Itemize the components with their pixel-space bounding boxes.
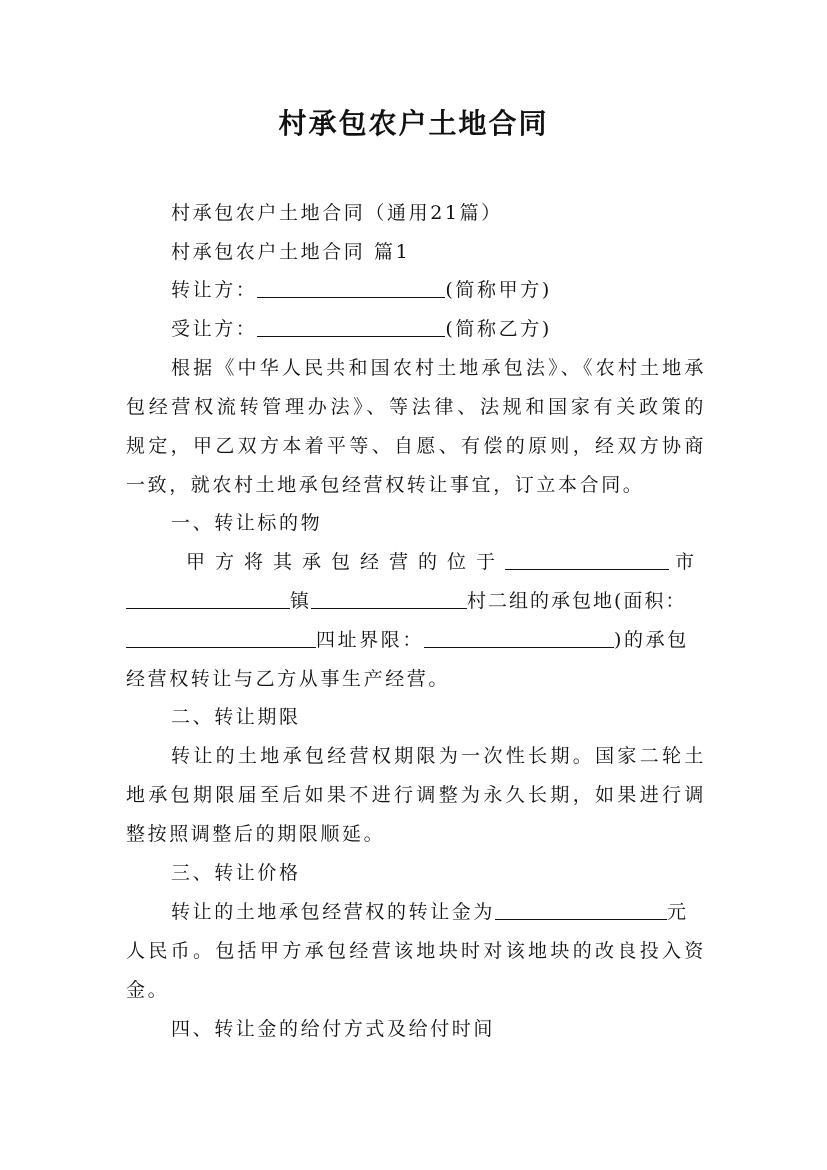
article-heading: 村承包农户土地合同 篇1 xyxy=(171,241,411,263)
section-3-line: 人民币。包括甲方承包经营该地块时对该地块的改良投入资 xyxy=(126,940,706,962)
transferor-line xyxy=(171,271,706,310)
section-1-line: 甲方将其承包经营的位于 市 xyxy=(186,543,706,582)
boundary-blank xyxy=(424,621,614,648)
section-2-line: 整按照调整后的期限顺延。 xyxy=(126,823,386,845)
intro-line: 包经营权流转管理办法》、等法律、法规和国家有关政策的 xyxy=(126,396,706,418)
section-1-line: 镇 村二组的承包地(面积： xyxy=(126,582,706,621)
transferee-label: 受让方： xyxy=(171,318,258,340)
document-title: 村承包农户土地合同 xyxy=(278,107,549,140)
subtitle: 村承包农户土地合同（通用21篇） xyxy=(171,202,503,224)
transferor-suffix: (简称甲方) xyxy=(445,279,552,301)
transferee-line xyxy=(171,310,706,349)
transferor-label: 转让方： xyxy=(171,279,258,301)
price-blank xyxy=(495,893,667,920)
section-2-line: 地承包期限届至后如果不进行调整为永久长期，如果进行调 xyxy=(126,784,706,806)
transferee-suffix: (简称乙方) xyxy=(445,318,552,340)
section-1-line: 四址界限： )的承包 xyxy=(126,621,706,660)
town-blank xyxy=(126,582,290,609)
section-3-line: 金。 xyxy=(126,979,170,1001)
area-blank xyxy=(126,621,316,648)
section-1-heading: 一、转让标的物 xyxy=(171,512,323,534)
intro-line: 规定，甲乙双方本着平等、自愿、有偿的原则，经双方协商 xyxy=(126,435,706,457)
transferee-blank xyxy=(257,310,445,337)
section-3-heading: 三、转让价格 xyxy=(171,862,301,884)
village-blank xyxy=(311,582,467,609)
section-2-line: 转让的土地承包经营权期限为一次性长期。国家二轮土 xyxy=(171,745,706,767)
section-4-heading: 四、转让金的给付方式及给付时间 xyxy=(171,1018,496,1040)
city-blank xyxy=(505,543,669,570)
section-2-heading: 二、转让期限 xyxy=(171,706,301,728)
intro-line: 根据《中华人民共和国农村土地承包法》、《农村土地承 xyxy=(171,357,706,379)
intro-line: 一致，就农村土地承包经营权转让事宜，订立本合同。 xyxy=(126,474,645,496)
section-1-line: 经营权转让与乙方从事生产经营。 xyxy=(126,668,451,690)
transferor-blank xyxy=(257,271,445,298)
section-3-line: 转让的土地承包经营权的转让金为 元 xyxy=(171,893,706,932)
